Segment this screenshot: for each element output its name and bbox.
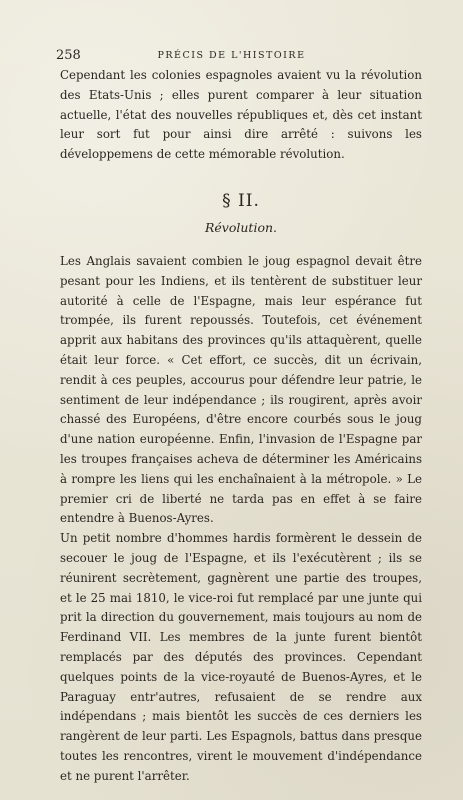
section-mark: § II. (222, 190, 260, 211)
running-head: PRÉCIS DE L'HISTOIRE (157, 50, 306, 61)
page-header (56, 48, 407, 64)
paragraph-1: Cependant les colonies espagnoles avaient vu la révolution des Etats-Unis ; elles purent comparer à leur situation actuelle, l'état des nouvelles républiques et, dès cet instant leur sort fut pour ainsi dire arrêté : suivons les développemens de cette mémorable révolution. (60, 68, 422, 162)
section-subtitle: Révolution. (204, 219, 277, 235)
paragraph-2: Les Anglais savaient combien le joug espagnol devait être pesant pour les Indiens, et ils tentèrent de substituer leur autorité à celle de l'Espagne, mais leur espérance fut trompée, ils furent repoussés. Toutefois, cet événement apprit aux habitans des provinces qu'ils attaquèrent, quelle était leur force. « Cet effort, ce succès, dit un écrivain, rendit à ces peuples, accourus pour défendre leur patrie, le sentiment de leur indépendance ; ils rougirent, après avoir chassé des Européens, d'être encore courbés sous le joug d'une nation européenne. Enfin, l'invasion de l'Espagne par les troupes françaises acheva de déterminer les Américains à rompre les liens qui les enchaînaient à la métropole. » Le premier cri de liberté ne tarda pas en effet à se faire entendre à Buenos-Ayres. (60, 253, 422, 526)
page-number: 258 (56, 48, 81, 63)
page-content (60, 66, 422, 787)
paragraph-3: Un petit nombre d'hommes hardis formèrent le dessein de secouer le joug de l'Espagne, et ils l'exécutèrent ; ils se réunirent secrètement, gagnèrent une partie des troupes, et le 25 mai 1810, le vice-roi fut remplacé par une junte qui prit la direction du gouvernement, mais toujours au nom de Ferdinand VII. Les membres de la junte furent bientôt remplacés par des députés des provinces. Cependant quelques points de la vice-royauté de Buenos-Ayres, et le Paraguay entr'autres, refusaient de se rendre aux indépendans ; mais bientôt les succès de ces derniers les rangèrent de leur parti. Les Espagnols, battus dans presque toutes les rencontres, virent le mouvement d'indépendance et ne purent l'arrêter. (60, 531, 422, 783)
